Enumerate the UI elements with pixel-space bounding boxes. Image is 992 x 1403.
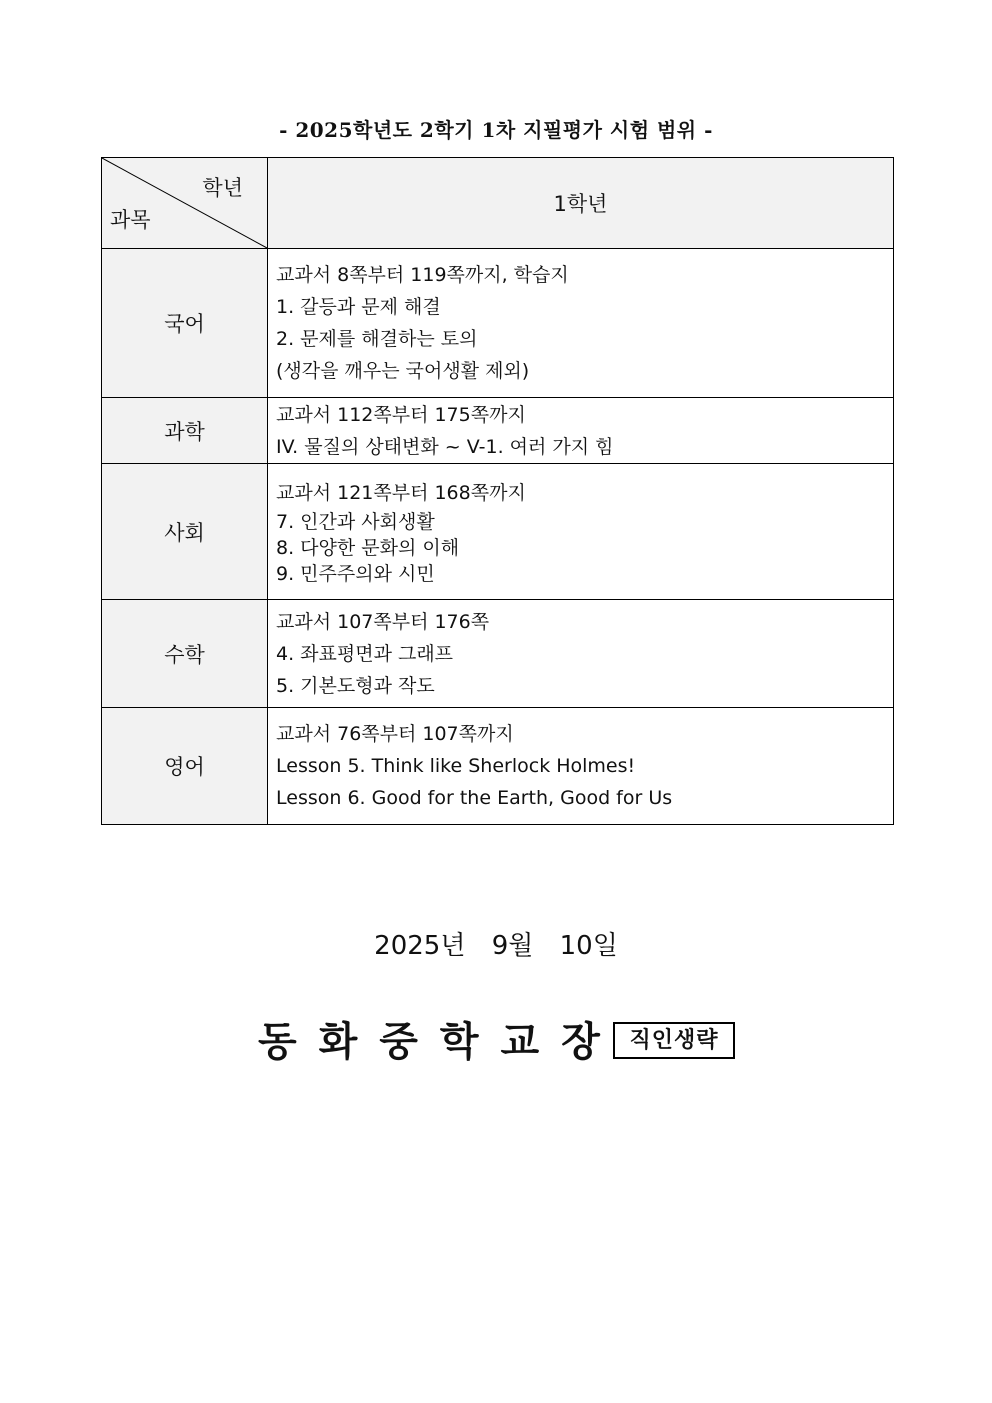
corner-header-cell: [102, 158, 268, 249]
table-header-row: [102, 158, 894, 249]
scope-line: Lesson 5. Think like Sherlock Holmes!: [276, 755, 636, 777]
subject-cell-social: 사회: [102, 464, 268, 600]
scope-cell-social: [268, 464, 894, 600]
scope-cell-english: [268, 708, 894, 825]
scope-line: 8. 다양한 문화의 이해: [276, 536, 460, 559]
subject-cell-math: 수학: [102, 600, 268, 708]
grade-axis-label: 학년: [202, 176, 243, 200]
table-row: [102, 708, 894, 825]
scope-cell-korean: [268, 249, 894, 398]
scope-line: 교과서 112쪽부터 175쪽까지: [276, 403, 526, 426]
scope-line: 교과서 107쪽부터 176쪽: [276, 610, 490, 633]
scope-line: 교과서 76쪽부터 107쪽까지: [276, 723, 514, 745]
table-row: [102, 398, 894, 464]
subject-cell-science: 과학: [102, 398, 268, 464]
subject-cell-korean: 국어: [102, 249, 268, 398]
seal-stamp: 직인생략: [613, 1022, 735, 1059]
scope-line: 7. 인간과 사회생활: [276, 510, 435, 533]
scope-line: 1. 갈등과 문제 해결: [276, 296, 441, 318]
subject-cell-english: 영어: [102, 708, 268, 825]
scope-line: 4. 좌표평면과 그래프: [276, 642, 454, 665]
scope-line: Lesson 6. Good for the Earth, Good for Us: [276, 787, 673, 809]
scope-line: (생각을 깨우는 국어생활 제외): [276, 360, 530, 382]
scope-cell-math: [268, 600, 894, 708]
issue-date: 2025년 9월 10일: [374, 931, 618, 961]
scope-line: 교과서 121쪽부터 168쪽까지: [276, 481, 526, 504]
table-row: [102, 600, 894, 708]
scope-line: 5. 기본도형과 작도: [276, 674, 435, 697]
exam-scope-table: [101, 157, 894, 825]
table-row: [102, 464, 894, 600]
scope-line: IV. 물질의 상태변화 ~ V-1. 여러 가지 힘: [276, 435, 614, 458]
table-row: [102, 249, 894, 398]
scope-line: 2. 문제를 해결하는 토의: [276, 328, 478, 350]
subject-axis-label: 과목: [110, 208, 151, 232]
scope-line: 교과서 8쪽부터 119쪽까지, 학습지: [276, 264, 569, 286]
grade-header-cell: 1학년: [268, 158, 894, 249]
scope-cell-science: [268, 398, 894, 464]
scope-line: 9. 민주주의와 시민: [276, 562, 435, 585]
document-title: - 2025학년도 2학기 1차 지필평가 시험 범위 -: [279, 118, 713, 142]
school-principal-name: 동화중학교장: [258, 1019, 622, 1065]
